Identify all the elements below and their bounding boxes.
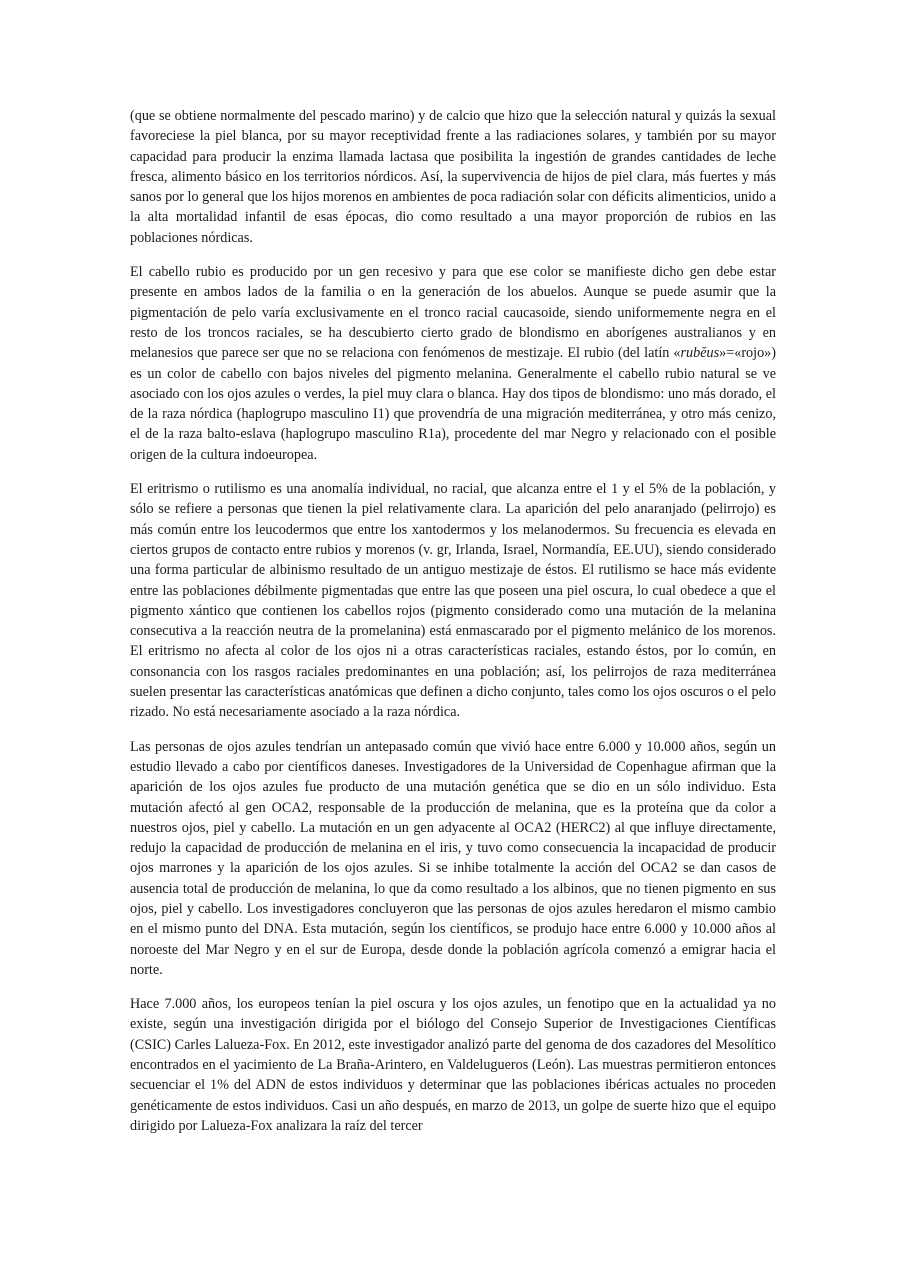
paragraph-2-text-b: »=«rojo») es un color de cabello con bajos niveles del pigmento melanina. Generalmente el cabello rubio natural se ve asociado con los ojos azules o verdes, la piel muy clara o blanca. Hay dos tipos de blondismo: uno más dorado, el de la raza nórdica (haplogrupo masculino I1) que provendría de una migración mediterránea, y otro más cenizo, el de la raza balto-eslava (haplogrupo masculino R1a), procedente del mar Negro y relacionado con el posible origen de la cultura indoeuropea.: [130, 345, 776, 463]
paragraph-5: Hace 7.000 años, los europeos tenían la piel oscura y los ojos azules, un fenotipo que en la actualidad ya no existe, según una investigación dirigida por el biólogo del Consejo Superior de Investigaciones Científicas (CSIC) Carles Lalueza-Fox. En 2012, este investigador analizó parte del genoma de dos cazadores del Mesolítico encontrados en el yacimiento de La Braña-Arintero, en Valdelugueros (León). Las muestras permitieron entonces secuenciar el 1% del ADN de estos individuos y determinar que las poblaciones ibéricas actuales no proceden genéticamente de estos individuos. Casi un año después, en marzo de 2013, un golpe de suerte hizo que el equipo dirigido por Lalueza-Fox analizara la raíz del tercer: [130, 996, 776, 1134]
latin-term: rubĕus: [680, 345, 720, 362]
paragraph-3: El eritrismo o rutilismo es una anomalía individual, no racial, que alcanza entre el 1 y el 5% de la población, y sólo se refiere a personas que tienen la piel relativamente clara. La aparición del pelo anaranjado (pelirrojo) es más común entre los leucodermos que entre los xantodermos y los melanodermos. Su frecuencia es elevada en ciertos grupos de contacto entre rubios y morenos (v. gr, Irlanda, Israel, Normandía, EE.UU), siendo considerado una forma particular de albinismo resultado de un antiguo mestizaje de éstos. El rutilismo se hace más evidente entre las poblaciones débilmente pigmentadas que entre las que poseen una piel oscura, lo cual obedece a que el pigmento xántico que contienen los cabellos rojos (pigmento considerado como una mutación de la melanina consecutiva a la reacción neutra de la promelanina) está enmascarado por el pigmento melánico de los morenos. El eritrismo no afecta al color de los ojos ni a otras características raciales, estando éstos, por lo común, en consonancia con los rasgos raciales predominantes en una población; así, los pelirrojos de raza mediterránea suelen presentar las características anatómicas que definen a dicho conjunto, tales como los ojos oscuros o el pelo rizado. No está necesariamente asociado a la raza nórdica.: [130, 481, 776, 721]
paragraph-2: [130, 262, 776, 465]
document-page: [130, 106, 776, 1136]
paragraph-2-text-a: El cabello rubio es producido por un gen recesivo y para que ese color se manifieste dicho gen debe estar presente en ambos lados de la familia o en la generación de los abuelos. Aunque se puede asumir que la pigmentación de pelo varía exclusivamente en el tronco racial caucasoide, siendo uniformemente negra en el resto de los troncos raciales, se ha descubierto cierto grado de blondismo en aborígenes australianos y en melanesios que parece ser que no se relaciona con fenómenos de mestizaje. El rubio (del latín «: [130, 264, 776, 362]
paragraph-1: (que se obtiene normalmente del pescado marino) y de calcio que hizo que la selección natural y quizás la sexual favoreciese la piel blanca, por su mayor receptividad frente a las radiaciones solares, y también por su mayor capacidad para producir la enzima llamada lactasa que posibilita la ingestión de grandes cantidades de leche fresca, alimento básico en los territorios nórdicos. Así, la supervivencia de hijos de piel clara, más fuertes y más sanos por lo general que los hijos morenos en ambientes de poca radiación solar con déficits alimenticios, unido a la alta mortalidad infantil de esas épocas, dio como resultado a una mayor proporción de rubios en las poblaciones nórdicas.: [130, 108, 776, 246]
paragraph-4: Las personas de ojos azules tendrían un antepasado común que vivió hace entre 6.000 y 10.000 años, según un estudio llevado a cabo por científicos daneses. Investigadores de la Universidad de Copenhague afirman que la aparición de los ojos azules fue producto de una mutación genética que se dio en un sólo individuo. Esta mutación afectó al gen OCA2, responsable de la producción de melanina, que es la proteína que da color a nuestros ojos, piel y cabello. La mutación en un gen adyacente al OCA2 (HERC2) al que influye directamente, redujo la capacidad de producción de melanina en el iris, y tuvo como consecuencia la incapacidad de producir ojos marrones y la aparición de los ojos azules. Si se inhibe totalmente la acción del OCA2 se dan casos de ausencia total de producción de melanina, lo que da como resultado a los albinos, que no tienen pigmento en sus ojos, piel y cabello. Los investigadores concluyeron que las personas de ojos azules heredaron el mismo cambio en el mismo punto del DNA. Esta mutación, según los científicos, se produjo hace entre 6.000 y 10.000 años al noroeste del Mar Negro y en el sur de Europa, desde donde la población agrícola comenzó a emigrar hacia el norte.: [130, 738, 776, 978]
